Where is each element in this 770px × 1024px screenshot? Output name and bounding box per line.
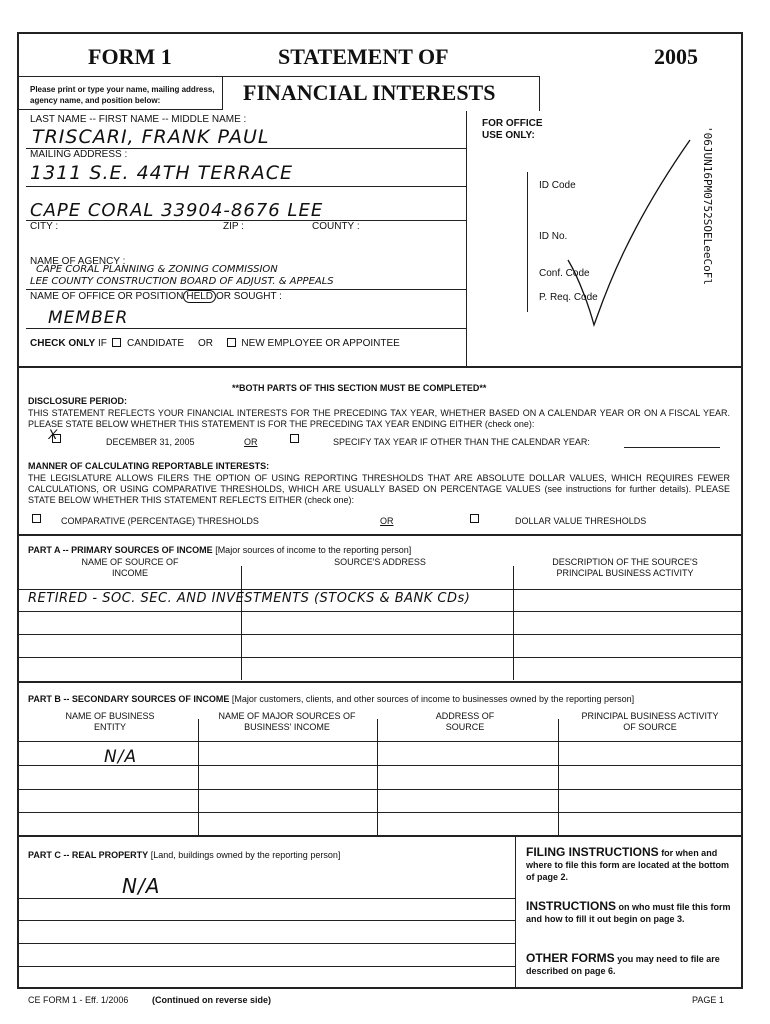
footer-page: PAGE 1 bbox=[692, 995, 724, 1005]
dollar-label: DOLLAR VALUE THRESHOLDS bbox=[515, 516, 647, 526]
header-instructions: Please print or type your name, mailing address, agency name, and position below: bbox=[30, 85, 215, 105]
p-req-code-label: P. Req. Code bbox=[539, 292, 598, 303]
part-c-entry[interactable]: N/A bbox=[122, 874, 161, 898]
instructions: INSTRUCTIONS on who must file this form and how to fill it out begin on page 3. bbox=[526, 899, 731, 924]
part-c-heading: PART C -- REAL PROPERTY [Land, buildings owned by the reporting person] bbox=[28, 850, 341, 860]
receipt-stamp: '06JUN16PM0752SOELeeCoFl bbox=[701, 126, 714, 285]
conf-code-label: Conf. Code bbox=[539, 268, 590, 279]
footer-form-id: CE FORM 1 - Eff. 1/2006 bbox=[28, 995, 129, 1005]
disclosure-period-text: THIS STATEMENT REFLECTS YOUR FINANCIAL INTERESTS FOR THE PRECEDING TAX YEAR, WHETHER BASED ON A CALENDAR YEAR OR ON A FISCAL YEAR. PLEASE STATE BELOW WHETHER THIS STATEMENT IS FOR THE PRECEDING TAX YEAR ENDING EITHER (check one): bbox=[28, 408, 730, 429]
dollar-checkbox[interactable] bbox=[470, 514, 479, 523]
footer-continued: (Continued on reverse side) bbox=[152, 995, 272, 1005]
city-zip-county-value[interactable]: CAPE CORAL 33904-8676 LEE bbox=[30, 200, 324, 221]
name-label: LAST NAME -- FIRST NAME -- MIDDLE NAME : bbox=[30, 114, 247, 125]
dec31-label: DECEMBER 31, 2005 bbox=[106, 437, 195, 447]
specify-year-label: SPECIFY TAX YEAR IF OTHER THAN THE CALENDAR YEAR: bbox=[333, 437, 590, 447]
part-a-col1: NAME OF SOURCE OF INCOME bbox=[81, 557, 179, 578]
dec31-option bbox=[48, 426, 61, 445]
position-held-circled: HELD bbox=[183, 290, 216, 303]
part-b-col2: NAME OF MAJOR SOURCES OF BUSINESS' INCOME bbox=[218, 711, 356, 732]
specify-year-input[interactable] bbox=[624, 447, 720, 448]
form-year: 2005 bbox=[654, 44, 698, 69]
agency-line-2[interactable]: LEE COUNTY CONSTRUCTION BOARD OF ADJUST. & APPEALS bbox=[30, 276, 334, 287]
specify-year-checkbox[interactable] bbox=[290, 434, 299, 443]
position-label: NAME OF OFFICE OR POSITION HELD OR SOUGHT : bbox=[30, 291, 282, 302]
disclosure-period-heading: DISCLOSURE PERIOD: bbox=[28, 396, 128, 406]
manner-or: OR bbox=[380, 516, 394, 526]
id-no-label: ID No. bbox=[539, 231, 568, 242]
new-employee-checkbox[interactable] bbox=[227, 338, 236, 347]
part-b-col3: ADDRESS OF SOURCE bbox=[435, 711, 495, 732]
both-parts-note: **BOTH PARTS OF THIS SECTION MUST BE COMPLETED** bbox=[232, 383, 487, 393]
part-b-entry[interactable]: N/A bbox=[104, 747, 138, 767]
filing-instructions: FILING INSTRUCTIONS for when and where to file this form are located at the bottom of page 2. bbox=[526, 845, 730, 882]
agency-line-1[interactable]: CAPE CORAL PLANNING & ZONING COMMISSION bbox=[36, 264, 278, 275]
address-value[interactable]: 1311 S.E. 44TH TERRACE bbox=[30, 162, 293, 184]
title-line-2: FINANCIAL INTERESTS bbox=[243, 80, 496, 105]
part-b-col4: PRINCIPAL BUSINESS ACTIVITY OF SOURCE bbox=[581, 711, 719, 732]
office-use-label-2: USE ONLY: bbox=[482, 130, 535, 141]
city-label: CITY : bbox=[30, 221, 59, 232]
period-or: OR bbox=[244, 437, 258, 447]
office-use-label-1: FOR OFFICE bbox=[482, 118, 543, 129]
part-a-col3: DESCRIPTION OF THE SOURCE'S PRINCIPAL BUSINESS ACTIVITY bbox=[552, 557, 698, 578]
comparative-checkbox[interactable] bbox=[32, 514, 41, 523]
mailing-label: MAILING ADDRESS : bbox=[30, 149, 128, 160]
check-only-row: CHECK ONLY IF CANDIDATE OR NEW EMPLOYEE OR APPOINTEE bbox=[30, 338, 400, 349]
comparative-label: COMPARATIVE (PERCENTAGE) THRESHOLDS bbox=[61, 516, 259, 526]
manner-text: THE LEGISLATURE ALLOWS FILERS THE OPTION OF USING REPORTING THRESHOLDS THAT ARE ABSOLUTE DOLLAR VALUES, WHICH REQUIRES FEWER CALCULATIONS, OR USING COMPARATIVE THRESHOLDS, WHICH ARE USUALLY BASED ON PERCENTAGE VALUES (see instructions for further details). PLEASE STATE BELOW WHETHER THIS STATEMENT REFLECTS EITHER (check one): bbox=[28, 473, 730, 505]
title-line-1: STATEMENT OF bbox=[278, 44, 449, 69]
other-forms: OTHER FORMS you may need to file are described on page 6. bbox=[526, 951, 720, 976]
name-value[interactable]: TRISCARI, FRANK PAUL bbox=[32, 126, 270, 148]
id-code-label: ID Code bbox=[539, 180, 576, 191]
candidate-checkbox[interactable] bbox=[112, 338, 121, 347]
part-a-col2: SOURCE'S ADDRESS bbox=[334, 557, 426, 567]
county-label: COUNTY : bbox=[312, 221, 360, 232]
dec31-checked-mark: X bbox=[48, 426, 58, 442]
part-b-col1: NAME OF BUSINESS ENTITY bbox=[65, 711, 155, 732]
position-value[interactable]: MEMBER bbox=[48, 308, 129, 328]
part-b-heading: PART B -- SECONDARY SOURCES OF INCOME [Major customers, clients, and other sources of income to businesses owned by the reporting person] bbox=[28, 694, 635, 704]
agency-label: NAME OF AGENCY : bbox=[30, 256, 126, 267]
part-a-heading: PART A -- PRIMARY SOURCES OF INCOME [Major sources of income to the reporting person] bbox=[28, 545, 412, 555]
manner-heading: MANNER OF CALCULATING REPORTABLE INTERESTS: bbox=[28, 461, 270, 471]
zip-label: ZIP : bbox=[223, 221, 244, 232]
part-a-entry[interactable]: RETIRED - SOC. SEC. AND INVESTMENTS (STOCKS & BANK CDs) bbox=[28, 591, 471, 606]
form-label: FORM 1 bbox=[88, 44, 172, 69]
